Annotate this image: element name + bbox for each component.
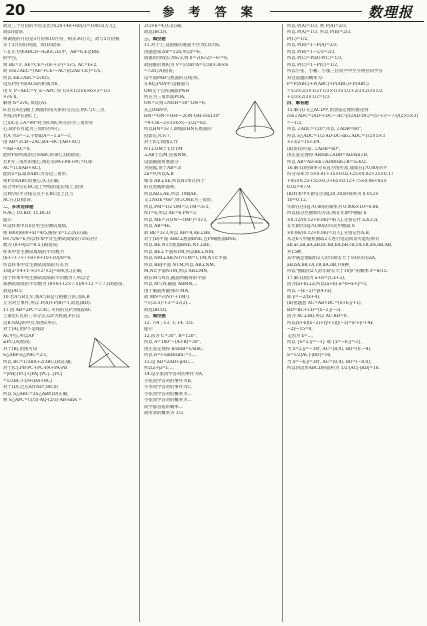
text-line: 17.解:(Ⅰ)因为 a+b=(1,x+2), <box>287 275 346 281</box>
text-line: (Ⅱ)由(Ⅰ)可知, ∠ADB=60°, <box>287 146 341 152</box>
text-line: 所以 PM=1/2 OM=3,TM=3√3, <box>144 204 210 210</box>
text-line: 所以 BC=1/3BA+2/3BC,(B)正确; <box>3 359 72 365</box>
text-line: 所以 AB=4E, <box>144 224 172 230</box>
text-line: 故这三个月份的平均支出为(20+40+60)/3=100/3(万元)， <box>3 24 120 29</box>
text-line: 提示 <box>144 327 153 333</box>
text-line: 16.解:(Ⅰ)由频率分布直方图可知,成绩在[70,80)的平 <box>287 165 388 171</box>
text-line: 所在为三角形面POA, <box>144 94 186 100</box>
text-line: (Ⅱ)样本中年龄在区间[20,30)的频率为 0.012× <box>287 191 379 197</box>
text-line: 故(D)错误. <box>3 30 25 36</box>
text-line: P(C)=1/2, <box>287 36 309 42</box>
text-line: 共线,同P在圆C上， <box>3 114 42 120</box>
text-line: 所以 M与N,截面 ABMN,... <box>144 282 198 288</box>
text-line: 所以 BE,NT⊂底面BNE,NT⊥BE, <box>144 243 211 249</box>
text-line: 所以样本中女生测试成绩的方差为 <box>3 262 69 268</box>
text-line: 对于(C),如图2,作 <box>144 140 178 146</box>
text-line: 对于(C),PB·PC+PC·PA+PA·PB <box>3 366 68 372</box>
text-line: 的点处截距面积, <box>144 185 176 191</box>
text-line: 所以四边形ABCD的面积为 1/2·|AC|·|BD|=16. <box>287 366 380 372</box>
text-line: 因为 AC⊥BD,所以 AC·BD=0, <box>287 314 348 320</box>
text-line: S△ABP:S△PBC=2:1, <box>3 353 48 359</box>
text-line: 15.解:(Ⅰ) 在△ACD中,由余弦定理的推论得 <box>287 107 369 113</box>
text-line: 8×75%=6,所以样本中女生测试成绩的75%分位 <box>3 236 98 242</box>
text-line: S=1/2|AC|·|BD|=16, <box>287 353 332 359</box>
text-line: =AB−AC=0, <box>3 146 31 152</box>
text-line: 在Rt△POA中,设截面与 <box>144 82 190 88</box>
text-line: 由正弦定理得 b/sinB=c/sinC, <box>144 346 204 352</box>
text-line: −2y−15=0, <box>287 327 313 333</box>
text-line: ×0.06/(0.12+0.06)=2(人),分别记作A,B, <box>287 230 371 236</box>
text-line: 三、填空题 <box>144 314 166 320</box>
text-line: 12. 7/4 ; 13. 1; 14. 1/3. <box>144 320 195 326</box>
text-line: 2a=9,所以A,B <box>144 172 174 178</box>
text-line: 所以 P(C)=1−P(C)=1/2, <box>287 62 339 68</box>
text-line: 样本中女生测试成绩的平均数为 <box>3 249 64 255</box>
text-line: 共15种, <box>287 249 303 255</box>
text-line: 所以 P(A)=1/3, 则 P(A)=2/3, <box>287 24 348 29</box>
header-rule-right <box>270 11 362 12</box>
page-number: 20 <box>5 1 25 19</box>
text-line: 设点P到平面ACE的距离为h， <box>3 82 62 88</box>
text-line: 又∠NOE=60°,则∠ONE为三角形, <box>144 198 213 204</box>
text-line: 由 AB=2CB−2AC,BA−BC·(AB+AC) <box>3 140 80 146</box>
text-line: 年龄在区间[70,80)的频率为 0.006×10=0.06, <box>287 204 380 210</box>
text-line: 当 x=−6,y=3时, AC=(0,4), BD=(−8,0), <box>287 359 372 365</box>
text-line: 8.若点A在y轴上,根据同角关系的交点点,则C与C三点 <box>3 107 105 113</box>
text-line: 对于(A),由P不是线段 <box>3 327 45 333</box>
text-column-right <box>287 24 423 622</box>
text-line: 则 BE=3, AE=CE=√(6²+3²)=3√5, AC=6√2, <box>3 62 98 68</box>
text-line: 上靠近C点的三等分点,以P为底面,P在以 <box>3 314 81 320</box>
text-line: ×√6 h, <box>3 94 18 100</box>
text-line: 所以AB⊥AE,所以 TM∥AE, <box>144 191 198 197</box>
text-line: 10=0.12, <box>287 198 308 204</box>
text-line: 所以小张、小鹏、小郡三位同学中至少两位同学答 <box>287 69 383 75</box>
text-line: 对这道题的概率为: <box>287 75 324 81</box>
text-line: +45×0.25+55×0.3+65×0.12+75×0.06+85× <box>287 178 387 184</box>
text-line: +1/3×2/3×1/2=1/3. <box>287 94 331 100</box>
cone-figure-2 <box>205 185 275 237</box>
text-line: 所以 AB=AD·sin∠ADB/sin∠B=5√6/2. <box>287 159 368 165</box>
text-line: 11.对于①,设圆锥的底面半径为r,高为h, <box>144 43 221 49</box>
text-line: 在△OHN中, <box>144 107 169 113</box>
text-line: 小李同学答对的事件为C, <box>144 385 192 391</box>
text-line: 所以 P(B)=1−1/3=2/3, <box>287 49 336 55</box>
text-line: 均分布率为 5×0.01+15×0.02+25×0.02+35×0.17 <box>287 172 394 178</box>
text-line: 9.AC; 10.BD; 11.BCD. <box>3 211 52 217</box>
text-line: 的中点， <box>3 56 21 62</box>
text-line: 13.设 AD=λAB+μAC,... <box>144 359 195 365</box>
text-line: BD=BC+CD=(x−2,y−3). <box>287 307 342 313</box>
text-line: 由题意知2πr=12π,所以r=6, <box>144 49 202 55</box>
text-line: =9+36−2×3×6×(−1/2)=63, <box>144 120 207 126</box>
text-line: 所以 NM⊥AB,NT∩TM=T,TM,NT⊂平面 <box>144 256 227 262</box>
text-line: 投影长为3√7, <box>144 133 172 139</box>
text-line: 所以 sin∠AEC=2√6/5, <box>3 75 51 81</box>
header-title: 参 考 答 案 <box>162 5 258 19</box>
text-line: 故选(AC). <box>3 288 23 294</box>
text-line: 所以 A=180°−(A+B)=30°, <box>144 340 202 346</box>
text-line: =−1/2, <box>287 120 303 126</box>
text-line: 互为对立事件,所以 P(A)+P(B)=1,故选(BD). <box>3 301 92 307</box>
text-line: AC中点,所以AP <box>3 333 35 339</box>
text-line: AC在,(D)错误. <box>3 198 33 204</box>
text-line: ⊥AB于点M,连接NM, <box>144 153 188 159</box>
text-line: 故圆锥的体积为 V=1/3πr²h=1/3π×36×6 <box>144 62 229 68</box>
text-line: 若A 为a=−2,不妨取A=−1,a=−1， <box>3 133 75 139</box>
text-line: 在年龄区间[70,80)的市民中抽取 6 <box>287 224 355 230</box>
text-line: ON=3,则∠NOH=30°,ON=6, <box>144 101 207 107</box>
text-line: 三、填空题 <box>144 36 166 42</box>
text-line: NT⊥OM于T,作TM <box>144 146 183 152</box>
text-line: 所以 S△ADC=1/2·AD·DC·sin∠ADC=1/2×5×3 <box>287 133 385 139</box>
text-line: 10.若A与B互斥,则A与B是互相独立的,而A,B <box>3 295 90 301</box>
text-line: HN²=ON²+OH²−2ON·OH·cos120° <box>144 114 221 120</box>
text-line: 数为 (8+9)/2=8.5,(B)错误; <box>3 243 59 249</box>
text-line: 则调查的月份是3月份和10月份，相差30万元，故与5月份相 <box>3 36 120 42</box>
text-line: 所以HN=3√7,即线段HN在底面的 <box>144 127 212 133</box>
text-line: AC=1/3(AB+AC), <box>3 165 42 171</box>
text-line: =1/3×2/3×1/2+1/3×1/3×1/2+2/3×2/3×1/2 <box>287 88 383 94</box>
triangle-figure <box>85 335 133 371</box>
text-line: 所以 P(B)=1−P(A)=2/3, <box>287 43 339 49</box>
column-divider-2 <box>282 24 283 622</box>
text-line: M,N⊂平面NTM,所以 AB⊥MN, <box>144 269 209 275</box>
text-line: OM交于点N,截面PNH <box>144 88 190 94</box>
text-line: =|PB|·|PC|+|PA|·|PC|...|PC| <box>3 372 63 378</box>
text-line: 此时P即所成的过⊙ABC的垂心,(B)错误; <box>3 153 81 159</box>
text-line: 解得 h=2√6, 故选(A). <box>3 101 48 107</box>
text-line: 则 S△APC=(1/3)·AQ·(2/3)·AB·sinA = <box>3 398 82 404</box>
text-line: (6+7+7+7+8+9+10+10)/8=8, <box>3 256 72 262</box>
text-line: 已知C在∠A=90°时,则C和C所在的为三角形外 <box>3 120 94 126</box>
text-line: 又因为 x=..., <box>287 333 314 339</box>
text-line: 结合外P点在BC边上中线的延长线上,由余 <box>3 185 84 191</box>
column-divider-1 <box>139 24 140 622</box>
text-line: 对于(B),由图可知 <box>3 346 38 352</box>
text-line: P=P(ABC)+P(ABC)+P(ABC)+P(ABC) <box>287 82 369 88</box>
header-divider <box>3 21 424 22</box>
text-line: 12.因为 C=30°, B=120°, <box>144 333 198 339</box>
text-line: 四、解答题 <box>287 101 309 107</box>
text-line: 若P为三角形的重心,则必有PA+PB+PC=0,即 <box>3 159 93 165</box>
text-line: 则 600/(600+x)=4/5,解得 x=12,(A)正确; <box>3 230 89 236</box>
text-line: 所以 ∠ADC=120°,所以 ∠ADB=60°, <box>287 127 363 133</box>
text-line: 对于(D),过点A作AD与BC的 <box>3 385 59 391</box>
text-line: 14.设小张同学答对的事件为A, <box>144 372 204 378</box>
text-line: 9.设样本中有x位男生的测试成绩, <box>3 224 68 230</box>
text-line: 7.在正方体ABCD−A₁B₁C₁D₁中，AB=6,E是BB₁ <box>3 49 100 55</box>
text-line: 小张同学答对的事件为B, <box>144 378 193 384</box>
cone-figure-1 <box>232 98 278 142</box>
text-line: 2/3×6=4,(C)正确; <box>144 24 183 29</box>
text-line: 此时λ=μ,取⊙ABC为等边三角形, <box>3 172 68 178</box>
text-line: 由正弦定理得 AB/sin∠ADB=AD/sin∠B, <box>287 153 369 159</box>
text-line: 点B为AQ的中点,如图1所示, <box>3 320 58 326</box>
text-line: 圆锥的母线长为6√2,则 h=√(6√2)²−6²=6, <box>144 56 229 62</box>
text-line: 故选(BCD). <box>144 307 168 313</box>
text-line: 故选(BCD). <box>144 30 168 36</box>
text-line: 部测试成绩的平均数为 (8×8+12×7.5)/8+12 =7.7,(D)错误. <box>3 282 124 288</box>
text-column-left <box>3 24 135 622</box>
text-line: 1/8[2²×4+1²×3+2²×2]=8/4,(C)正确; <box>3 269 83 275</box>
text-line: 因为(a+b)⊥a,所以(a+b)·a=0⇔x+y=2, <box>287 282 368 288</box>
text-line: 由于截面所截得的 MN, <box>144 288 190 294</box>
header-rule-left <box>30 11 150 12</box>
text-line: 对于(D)平面 ABE⊥底面BNE,且PM∥底面BNE, <box>144 236 238 242</box>
text-line: 设面截面将底面分 <box>144 159 179 165</box>
text-line: 所以 BE⊥平面NTM,所以BE⊥NM, <box>144 249 215 255</box>
text-line: aB,bA,bB,cA,cB,dA,dB,共8种, <box>287 262 351 268</box>
text-line: 所以 {x=2,y=−1} 或 {x=−6,y=3}, <box>287 340 363 346</box>
text-line: NT=6,所以 AE=6,PN=3, <box>144 211 198 217</box>
text-line: 所以"抽取的2人的年龄差大于10岁"的概率 P=8/15. <box>287 269 388 275</box>
text-line: 从这6人中随机抽取2人进行电话回访可能结果有 <box>287 236 380 242</box>
text-line: 故 MN=√(NT²+TM²) <box>144 295 189 301</box>
text-line: 故 BE=3√3,所以 AB=4,AE⊥BE, <box>144 230 212 236</box>
text-line: 其中满足抽取的2人的年龄差大于10岁的有aA, <box>287 256 377 262</box>
text-line: 点P的角平分线交点不在BC边上且与 <box>3 191 74 197</box>
text-line: 所以 P(C)=P(B)·P(C)=1/3, <box>287 56 343 62</box>
text-line: 故所求的概率为 1/3. <box>144 411 185 417</box>
text-line: ×0.12/(0.12+0.06)=4(人),分别记作 a,b,c,d, <box>287 217 379 223</box>
text-line: 0.02=47.9. <box>287 185 312 191</box>
text-line: 所以 −(x−2)=y(4+x), <box>287 288 333 294</box>
text-line: 11.由 AB=2PC=2·AC, 可得的点P为线段AC <box>3 307 92 313</box>
text-line: 由于样本中男生测试成绩的平均数为7,所以全 <box>3 275 90 281</box>
text-line: 所以 b=c·sinB/sinC=1,... <box>144 353 198 359</box>
text-line: 为圆弧,由于AB=3/ <box>144 165 182 171</box>
text-line: 小张同学答对的概率为... <box>144 398 192 404</box>
text-line: 则P为⊙ABC的重心,(C)正确; <box>3 178 60 184</box>
text-line: 小张同学答对的概率为... <box>144 391 192 397</box>
text-line: ≠PC,(A)错误; <box>3 340 31 346</box>
text-line: =1/3BC+1/9·(BA+BC) <box>3 378 53 384</box>
text-line: 同学都答错的概率... <box>144 404 183 410</box>
text-line: cos∠ADC=(AD²+DC²−AC²)/(2AD·DC)=(5²+3²−7²)/(2×5×3) <box>287 114 418 120</box>
text-line: 提示 <box>3 217 12 223</box>
text-line: 二、多项选择题 <box>3 204 34 210</box>
text-line: 由 V_P−AEC=V_E−APC 得 1/3×1/2×6×6×3=1/3 <box>3 88 110 94</box>
text-line: 所以 BE∥平面 NTM,所以 AB⊥NM, <box>144 262 216 268</box>
text-line: 所以 ME=√(ON²−OM²)=3√3, <box>144 217 208 223</box>
brand-logo: 数理报 <box>368 5 413 21</box>
text-line: ab,ac,ad,aA,aB,bc,bd,bA,bB,cd,cA,cB,dA,dB,AB, <box>287 243 393 249</box>
text-line: 所以 S△ABC=2S△ABP,(D)正确, <box>3 391 69 397</box>
text-line: 即 y=−2/(x+4). <box>287 295 321 301</box>
text-line: 所以 P(A)=1/3, 所以 P(B)=2/3, <box>287 30 352 36</box>
text-line: =√(3√3)²+3²=3√(2)... <box>144 301 192 307</box>
text-line: 所以(x+6)(x−2)+(y+1)(y−3)=x²+y²+4x <box>287 320 373 326</box>
page-header <box>0 0 427 20</box>
text-line: 相等 AB⊥SE,所以NT所在四个 <box>144 178 205 184</box>
text-line: =72π,(A)错误; <box>144 69 175 75</box>
text-line: 故 cos∠AEC=(AE²+CE²−AC²)/(2AE·CE)=1/5, <box>3 69 102 75</box>
text-line: 所以按分层抽样的方法,则在年龄中抽取 6 <box>287 211 367 217</box>
text-line: 当 x=2,y=−1时, AC=(8,0), BD=(0,−4), <box>287 346 372 352</box>
text-line: ×√3/2=15√3/4. <box>287 140 321 146</box>
text-line: (Ⅱ)由题意 AC=AB+BC=(x+6,y+1), <box>287 301 362 307</box>
text-line: 差于2月份的利润，故(D)错误. <box>3 43 62 49</box>
text-line: 设平面PAB与底面的交线为l, <box>144 75 200 81</box>
text-line: 所以λ+μ=1,... <box>144 366 174 372</box>
text-line: 故在M与N点,截面所截得的平面 <box>144 275 206 281</box>
text-line: 心,故P有可能为三角形的外心. <box>3 127 61 133</box>
